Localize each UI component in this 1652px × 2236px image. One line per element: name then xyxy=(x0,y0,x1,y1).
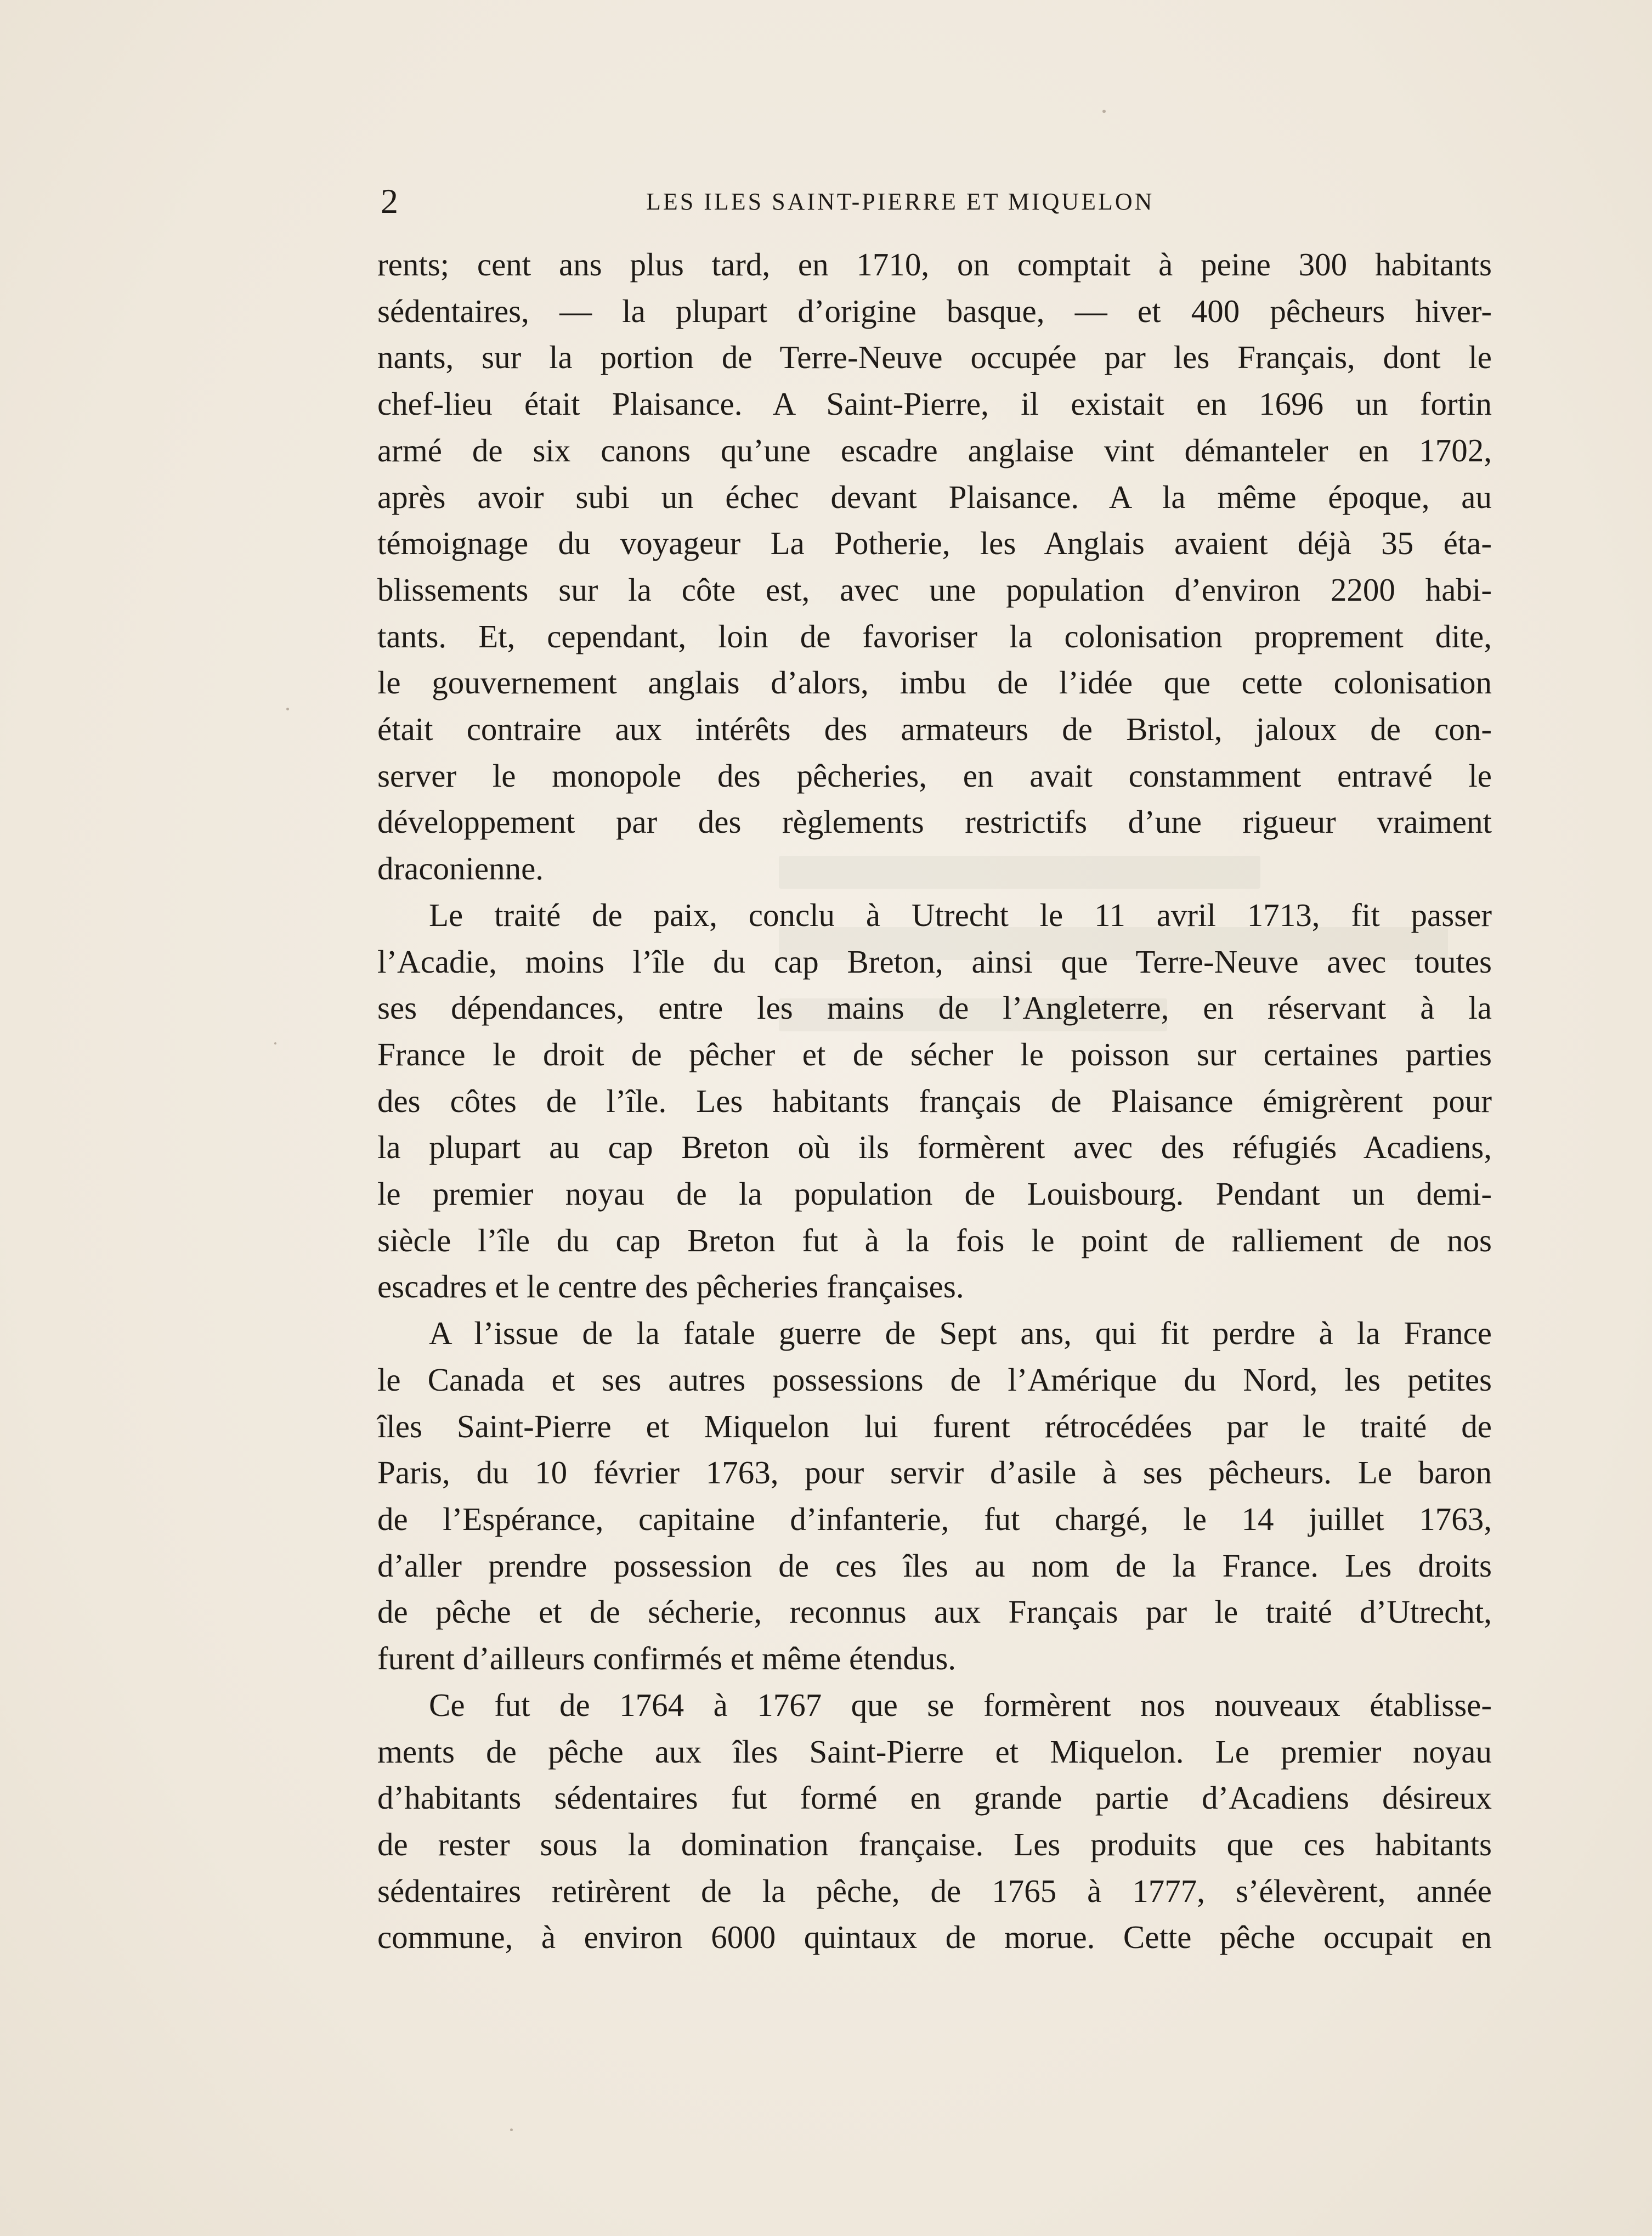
text-line: de pêche et de sécherie, reconnus aux Français par le traité d’Utrecht, xyxy=(377,1594,1492,1630)
text-line: commune, à environ 6000 quintaux de morue. Cette pêche occupait en xyxy=(377,1919,1492,1956)
text-line: siècle l’île du cap Breton fut à la fois le point de ralliement de nos xyxy=(377,1222,1492,1258)
text-line: draconienne. xyxy=(377,850,544,887)
text-line: témoignage du voyageur La Potherie, les Anglais avaient déjà 35 éta- xyxy=(377,525,1492,562)
text-line: de l’Espérance, capitaine d’infanterie, fut chargé, le 14 juillet 1763, xyxy=(377,1500,1492,1537)
text-line: après avoir subi un échec devant Plaisance. A la même époque, au xyxy=(377,478,1492,515)
text-line: France le droit de pêcher et de sécher le poisson sur certaines parties xyxy=(377,1036,1492,1072)
paper-speck xyxy=(286,708,289,710)
text-line: server le monopole des pêcheries, en avait constamment entravé le xyxy=(377,757,1492,794)
running-title: LES ILES SAINT-PIERRE ET MIQUELON xyxy=(646,188,1155,215)
text-line: le premier noyau de la population de Louisbourg. Pendant un demi- xyxy=(377,1176,1492,1212)
text-line: rents; cent ans plus tard, en 1710, on comptait à peine 300 habitants xyxy=(377,246,1492,283)
text-line: Paris, du 10 février 1763, pour servir d’asile à ses pêcheurs. Le baron xyxy=(377,1454,1492,1491)
text-line: était contraire aux intérêts des armateurs de Bristol, jaloux de con- xyxy=(377,711,1492,748)
text-line: nants, sur la portion de Terre-Neuve occupée par les Français, dont le xyxy=(377,339,1492,376)
text-line: sédentaires, — la plupart d’origine basque, — et 400 pêcheurs hiver- xyxy=(377,292,1492,329)
text-line: ses dépendances, entre les mains de l’Angleterre, en réservant à la xyxy=(377,990,1492,1026)
running-header xyxy=(381,182,1494,221)
text-line: le gouvernement anglais d’alors, imbu de l’idée que cette colonisation xyxy=(377,664,1492,701)
paper-speck xyxy=(274,1042,276,1044)
text-line: des côtes de l’île. Les habitants français de Plaisance émigrèrent pour xyxy=(377,1082,1492,1119)
text-line: A l’issue de la fatale guerre de Sept ans, qui fit perdre à la France xyxy=(429,1315,1492,1352)
text-line: escadres et le centre des pêcheries françaises. xyxy=(377,1268,964,1305)
text-line: blissements sur la côte est, avec une population d’environ 2200 habi- xyxy=(377,571,1492,608)
text-line: d’aller prendre possession de ces îles au nom de la France. Les droits xyxy=(377,1547,1492,1584)
text-line: Ce fut de 1764 à 1767 que se formèrent nos nouveaux établisse- xyxy=(429,1686,1492,1723)
paper-speck xyxy=(1102,110,1106,113)
text-line: îles Saint-Pierre et Miquelon lui furent rétrocédées par le traité de xyxy=(377,1408,1492,1444)
text-line: Le traité de paix, conclu à Utrecht le 11 avril 1713, fit passer xyxy=(429,896,1492,933)
text-line: la plupart au cap Breton où ils formèrent avec des réfugiés Acadiens, xyxy=(377,1129,1492,1166)
paper-speck xyxy=(510,2128,513,2131)
text-line: tants. Et, cependant, loin de favoriser la colonisation proprement dite, xyxy=(377,618,1492,654)
text-line: le Canada et ses autres possessions de l’Amérique du Nord, les petites xyxy=(377,1361,1492,1398)
text-line: l’Acadie, moins l’île du cap Breton, ainsi que Terre-Neuve avec toutes xyxy=(377,943,1492,980)
text-line: de rester sous la domination française. Les produits que ces habitants xyxy=(377,1826,1492,1862)
text-line: chef-lieu était Plaisance. A Saint-Pierre, il existait en 1696 un fortin xyxy=(377,386,1492,422)
text-line: sédentaires retirèrent de la pêche, de 1765 à 1777, s’élevèrent, année xyxy=(377,1872,1492,1909)
text-line: ments de pêche aux îles Saint-Pierre et Miquelon. Le premier noyau xyxy=(377,1733,1492,1770)
body-text xyxy=(377,241,1492,1961)
text-line: furent d’ailleurs confirmés et même étendus. xyxy=(377,1640,957,1677)
page-number: 2 xyxy=(381,182,399,221)
text-line: armé de six canons qu’une escadre anglaise vint démanteler en 1702, xyxy=(377,432,1492,468)
text-line: d’habitants sédentaires fut formé en grande partie d’Acadiens désireux xyxy=(377,1780,1492,1816)
text-line: développement par des règlements restrictifs d’une rigueur vraiment xyxy=(377,804,1492,840)
